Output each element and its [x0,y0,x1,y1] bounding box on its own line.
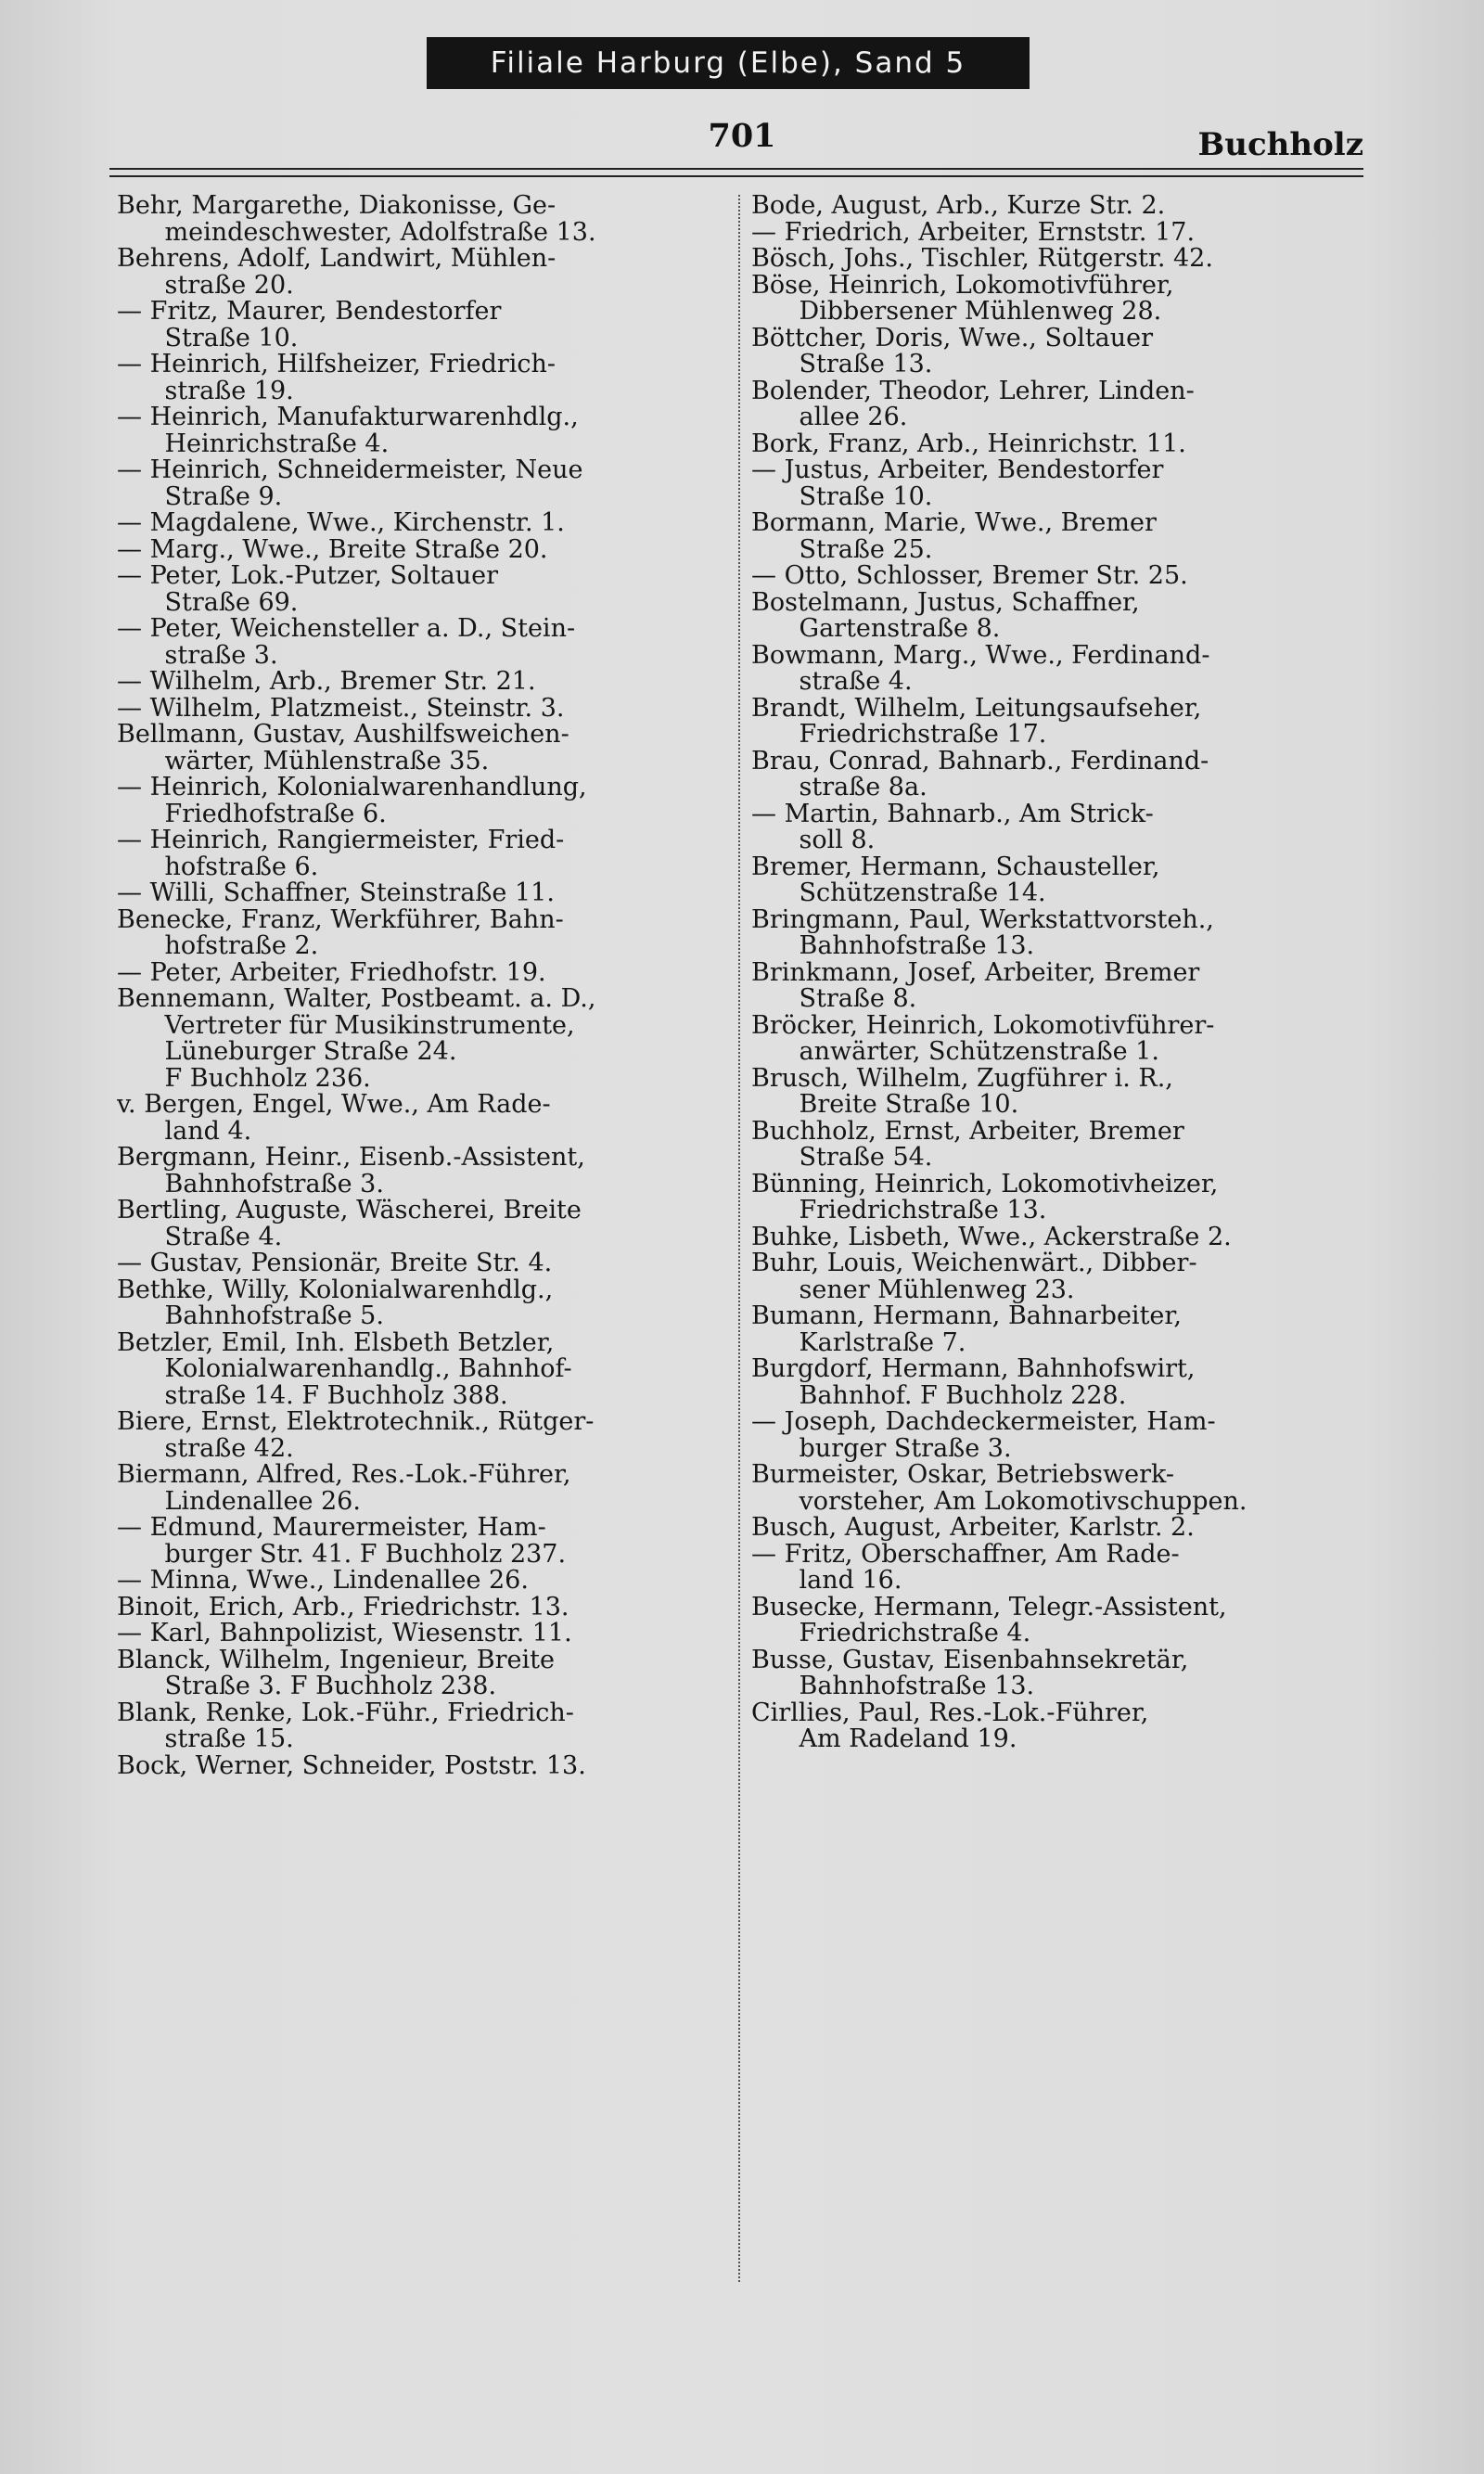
directory-entry [117,510,738,537]
entry-line: — Otto, Schlosser, Bremer Str. 25. [751,563,1188,590]
entry-continuation: Straße 9. [117,483,283,510]
entry-continuation: land 16. [751,1568,902,1595]
entry-line: Behr, Margarethe, Diakonisse, Ge- [117,193,556,220]
directory-entry [117,193,738,246]
entry-continuation: Straße 10. [117,325,299,352]
entry-continuation: Breite Straße 10. [751,1092,1019,1119]
directory-entry [751,563,1363,590]
directory-entry [751,431,1363,458]
entry-line: Bringmann, Paul, Werkstattvorsteh., [751,906,1214,933]
entry-line: Bethke, Willy, Kolonialwarenhdlg., [117,1276,554,1303]
entry-line: Bormann, Marie, Wwe., Bremer [751,510,1157,537]
entry-line: Busse, Gustav, Eisenbahnsekretär, [751,1647,1189,1673]
entry-continuation: straße 4. [751,669,913,696]
entry-line: — Peter, Weichensteller a. D., Stein- [117,616,576,643]
directory-entry [751,457,1363,510]
entry-continuation: allee 26. [751,404,908,431]
entry-continuation: Karlstraße 7. [751,1329,966,1356]
entry-line: Buchholz, Ernst, Arbeiter, Bremer [751,1118,1184,1145]
entry-line: — Justus, Arbeiter, Bendestorfer [751,457,1164,484]
entry-line: — Joseph, Dachdeckermeister, Ham- [751,1409,1216,1436]
directory-entry [751,246,1363,273]
directory-entry [117,696,738,723]
entry-continuation: Bahnhof. F Buchholz 228. [751,1382,1127,1409]
entry-continuation: Gartenstraße 8. [751,616,1001,643]
directory-entry [117,880,738,907]
entry-continuation: Bahnhofstraße 3. [117,1171,384,1198]
directory-entry [751,1462,1363,1515]
entry-line: Bumann, Hermann, Bahnarbeiter, [751,1303,1182,1330]
directory-entry [117,1330,738,1410]
entry-line: — Heinrich, Schneidermeister, Neue [117,457,583,484]
entry-line: Brusch, Wilhelm, Zugführer i. R., [751,1065,1173,1092]
directory-entry [751,326,1363,378]
entry-continuation: burger Straße 3. [751,1435,1012,1462]
directory-entry [117,722,738,775]
directory-entry [751,1595,1363,1647]
entry-continuation: anwärter, Schützenstraße 1. [751,1039,1159,1066]
directory-entry [751,1224,1363,1251]
entry-line: Brinkmann, Josef, Arbeiter, Bremer [751,959,1200,986]
directory-entry [117,404,738,457]
directory-entry [751,1013,1363,1066]
library-stamp: Filiale Harburg (Elbe), Sand 5 [427,37,1030,89]
directory-entry [751,1066,1363,1119]
directory-entry [751,749,1363,801]
entry-line: Bowmann, Marg., Wwe., Ferdinand- [751,642,1210,669]
entry-line: Bode, August, Arb., Kurze Str. 2. [751,193,1166,220]
directory-entry [117,616,738,669]
directory-entry [751,273,1363,326]
directory-entry [751,1119,1363,1172]
directory-entry [751,696,1363,749]
entry-line: — Edmund, Maurermeister, Ham- [117,1515,546,1542]
entry-line: Bostelmann, Justus, Schaffner, [751,589,1140,616]
entry-line: Bellmann, Gustav, Aushilfsweichen- [117,722,569,749]
entry-continuation: Straße 25. [751,536,933,563]
entry-line: — Magdalene, Wwe., Kirchenstr. 1. [117,510,565,537]
entry-line: — Marg., Wwe., Breite Straße 20. [117,536,548,563]
entry-continuation: Bahnhofstraße 13. [751,933,1035,960]
directory-entry [117,669,738,696]
entry-continuation: straße 8a. [751,775,928,801]
entry-line: Biere, Ernst, Elektrotechnik., Rütger- [117,1409,595,1436]
entry-line: Benecke, Franz, Werkführer, Bahn- [117,906,564,933]
entry-line: Bröcker, Heinrich, Lokomotivführer- [751,1012,1215,1039]
entry-continuation: meindeschwester, Adolfstraße 13. [117,219,596,246]
entry-continuation: Straße 10. [751,483,933,510]
directory-entry [751,854,1363,907]
entry-line: Cirllies, Paul, Res.-Lok.-Führer, [751,1699,1149,1726]
directory-entry [117,537,738,564]
entry-line: Burgdorf, Hermann, Bahnhofswirt, [751,1356,1196,1383]
directory-entry [117,246,738,299]
directory-entry [117,1462,738,1515]
directory-entry [117,563,738,616]
entry-line: Bergmann, Heinr., Eisenb.-Assistent, [117,1145,585,1172]
directory-entry [117,1753,738,1780]
entry-line: Bremer, Hermann, Schausteller, [751,853,1160,880]
entry-continuation: Straße 8. [751,986,917,1013]
directory-entry [117,1515,738,1568]
entry-continuation: land 4. [117,1118,252,1145]
directory-entry [751,960,1363,1013]
entry-line: Bolender, Theodor, Lehrer, Linden- [751,378,1195,404]
entry-line: — Minna, Wwe., Lindenallee 26. [117,1568,529,1595]
directory-entry [751,193,1363,220]
directory-entry [117,960,738,987]
entry-continuation: straße 20. [117,272,294,299]
directory-entry [117,1647,738,1700]
entry-line: — Heinrich, Manufakturwarenhdlg., [117,404,579,431]
directory-entry [751,510,1363,563]
directory-entry [117,986,738,1092]
directory-entry [751,801,1363,854]
directory-entry [117,775,738,827]
directory-entry [751,220,1363,247]
entry-continuation: Dibbersener Mühlenweg 28. [751,299,1162,326]
column-divider [738,195,740,2282]
entry-continuation: Straße 4. [117,1224,283,1250]
entry-continuation: Kolonialwarenhandlg., Bahnhof- [117,1356,572,1383]
entry-continuation: hofstraße 2. [117,933,319,960]
directory-entry [117,1568,738,1595]
entry-continuation: Bahnhofstraße 13. [751,1673,1035,1700]
directory-entry [117,1621,738,1647]
entry-continuation: Friedrichstraße 17. [751,722,1047,749]
entry-line: — Peter, Lok.-Putzer, Soltauer [117,563,499,590]
entry-continuation: wärter, Mühlenstraße 35. [117,748,490,775]
directory-entry [117,1198,738,1250]
entry-continuation: Friedrichstraße 13. [751,1198,1047,1224]
directory-entry [117,1700,738,1753]
entry-continuation: Lindenallee 26. [117,1488,361,1515]
entry-line: Böse, Heinrich, Lokomotivführer, [751,272,1174,299]
directory-entry [117,299,738,352]
entry-line: Buhr, Louis, Weichenwärt., Dibber- [751,1250,1197,1277]
entry-continuation: vorsteher, Am Lokomotivschuppen. [751,1488,1247,1515]
entry-line: — Heinrich, Hilfsheizer, Friedrich- [117,352,556,378]
entry-line: Busecke, Hermann, Telegr.-Assistent, [751,1594,1227,1621]
entry-continuation: hofstraße 6. [117,853,319,880]
directory-entry [117,1092,738,1145]
entry-line: — Heinrich, Rangiermeister, Fried- [117,827,565,854]
entry-line: Blanck, Wilhelm, Ingenieur, Breite [117,1647,555,1673]
entry-line: — Peter, Arbeiter, Friedhofstr. 19. [117,959,546,986]
entry-continuation: straße 3. [117,642,278,669]
directory-entry [751,643,1363,696]
header-rule [109,168,1363,170]
entry-line: Brandt, Wilhelm, Leitungsaufseher, [751,695,1202,722]
directory-entry [117,907,738,960]
entry-line: — Fritz, Oberschaffner, Am Rade- [751,1541,1180,1568]
entry-line: Bennemann, Walter, Postbeamt. a. D., [117,986,596,1013]
entry-continuation: Am Radeland 19. [751,1726,1017,1753]
entry-line: — Gustav, Pensionär, Breite Str. 4. [117,1250,553,1277]
entry-continuation: Straße 69. [117,589,299,616]
entry-continuation: Friedhofstraße 6. [117,801,387,827]
entry-line: Bösch, Johs., Tischler, Rütgerstr. 42. [751,246,1213,273]
entry-line: Behrens, Adolf, Landwirt, Mühlen- [117,246,556,273]
directory-entry [117,1409,738,1462]
entry-line: Bertling, Auguste, Wäscherei, Breite [117,1198,582,1224]
directory-entry [117,457,738,510]
directory-entry [751,1542,1363,1595]
entry-line: Buhke, Lisbeth, Wwe., Ackerstraße 2. [751,1224,1232,1250]
directory-entry [751,1515,1363,1542]
entry-line: Busch, August, Arbeiter, Karlstr. 2. [751,1515,1195,1542]
directory-entry [751,378,1363,431]
directory-entry [751,1409,1363,1462]
directory-entry [117,1277,738,1330]
right-column [751,193,1363,1753]
directory-entry [751,1303,1363,1356]
running-head: Buchholz [1197,126,1363,163]
directory-entry [751,1250,1363,1303]
entry-continuation: Bahnhofstraße 5. [117,1303,384,1330]
entry-continuation: soll 8. [751,827,876,854]
entry-line: — Willi, Schaffner, Steinstraße 11. [117,880,555,907]
directory-entry [117,827,738,880]
entry-line: — Wilhelm, Arb., Bremer Str. 21. [117,669,536,696]
header-rule [109,175,1363,177]
entry-continuation: F Buchholz 236. [117,1065,371,1092]
entry-line: Burmeister, Oskar, Betriebswerk- [751,1462,1175,1489]
directory-entry [117,1250,738,1277]
directory-entry [751,590,1363,643]
entry-line: Bünning, Heinrich, Lokomotivheizer, [751,1171,1219,1198]
entry-line: — Karl, Bahnpolizist, Wiesenstr. 11. [117,1621,572,1647]
entry-continuation: Straße 3. F Buchholz 238. [117,1673,497,1700]
entry-line: — Heinrich, Kolonialwarenhandlung, [117,775,587,801]
directory-entry [117,1595,738,1622]
directory-entry [751,1700,1363,1753]
entry-line: Bock, Werner, Schneider, Poststr. 13. [117,1752,586,1779]
entry-line: Blank, Renke, Lok.-Führ., Friedrich- [117,1699,574,1726]
left-column [117,193,738,1779]
entry-continuation: Straße 13. [751,352,933,378]
entry-continuation: burger Str. 41. F Buchholz 237. [117,1541,567,1568]
entry-continuation: Schützenstraße 14. [751,880,1046,907]
entry-continuation: Straße 54. [751,1145,933,1172]
entry-continuation: straße 15. [117,1726,294,1753]
entry-continuation: straße 42. [117,1435,294,1462]
entry-line: — Fritz, Maurer, Bendestorfer [117,299,502,326]
entry-continuation: Lüneburger Straße 24. [117,1039,457,1066]
entry-continuation: straße 19. [117,378,294,404]
entry-line: Böttcher, Doris, Wwe., Soltauer [751,325,1154,352]
entry-line: Betzler, Emil, Inh. Elsbeth Betzler, [117,1329,555,1356]
directory-entry [751,1172,1363,1224]
entry-continuation: straße 14. F Buchholz 388. [117,1382,508,1409]
entry-line: Biermann, Alfred, Res.-Lok.-Führer, [117,1462,571,1489]
directory-entry [117,1145,738,1198]
directory-entry [751,907,1363,960]
entry-line: Binoit, Erich, Arb., Friedrichstr. 13. [117,1594,569,1621]
entry-continuation: sener Mühlenweg 23. [751,1276,1075,1303]
entry-line: — Martin, Bahnarb., Am Strick- [751,801,1154,827]
entry-line: v. Bergen, Engel, Wwe., Am Rade- [117,1092,551,1119]
entry-line: Bork, Franz, Arb., Heinrichstr. 11. [751,430,1186,457]
directory-entry [117,352,738,404]
entry-continuation: Vertreter für Musikinstrumente, [117,1012,575,1039]
page-number: 701 [708,117,776,155]
entry-line: — Friedrich, Arbeiter, Ernststr. 17. [751,219,1196,246]
entry-line: — Wilhelm, Platzmeist., Steinstr. 3. [117,695,565,722]
directory-entry [751,1647,1363,1700]
entry-continuation: Heinrichstraße 4. [117,430,390,457]
entry-continuation: Friedrichstraße 4. [751,1621,1031,1647]
entry-line: Brau, Conrad, Bahnarb., Ferdinand- [751,748,1209,775]
directory-entry [751,1356,1363,1409]
